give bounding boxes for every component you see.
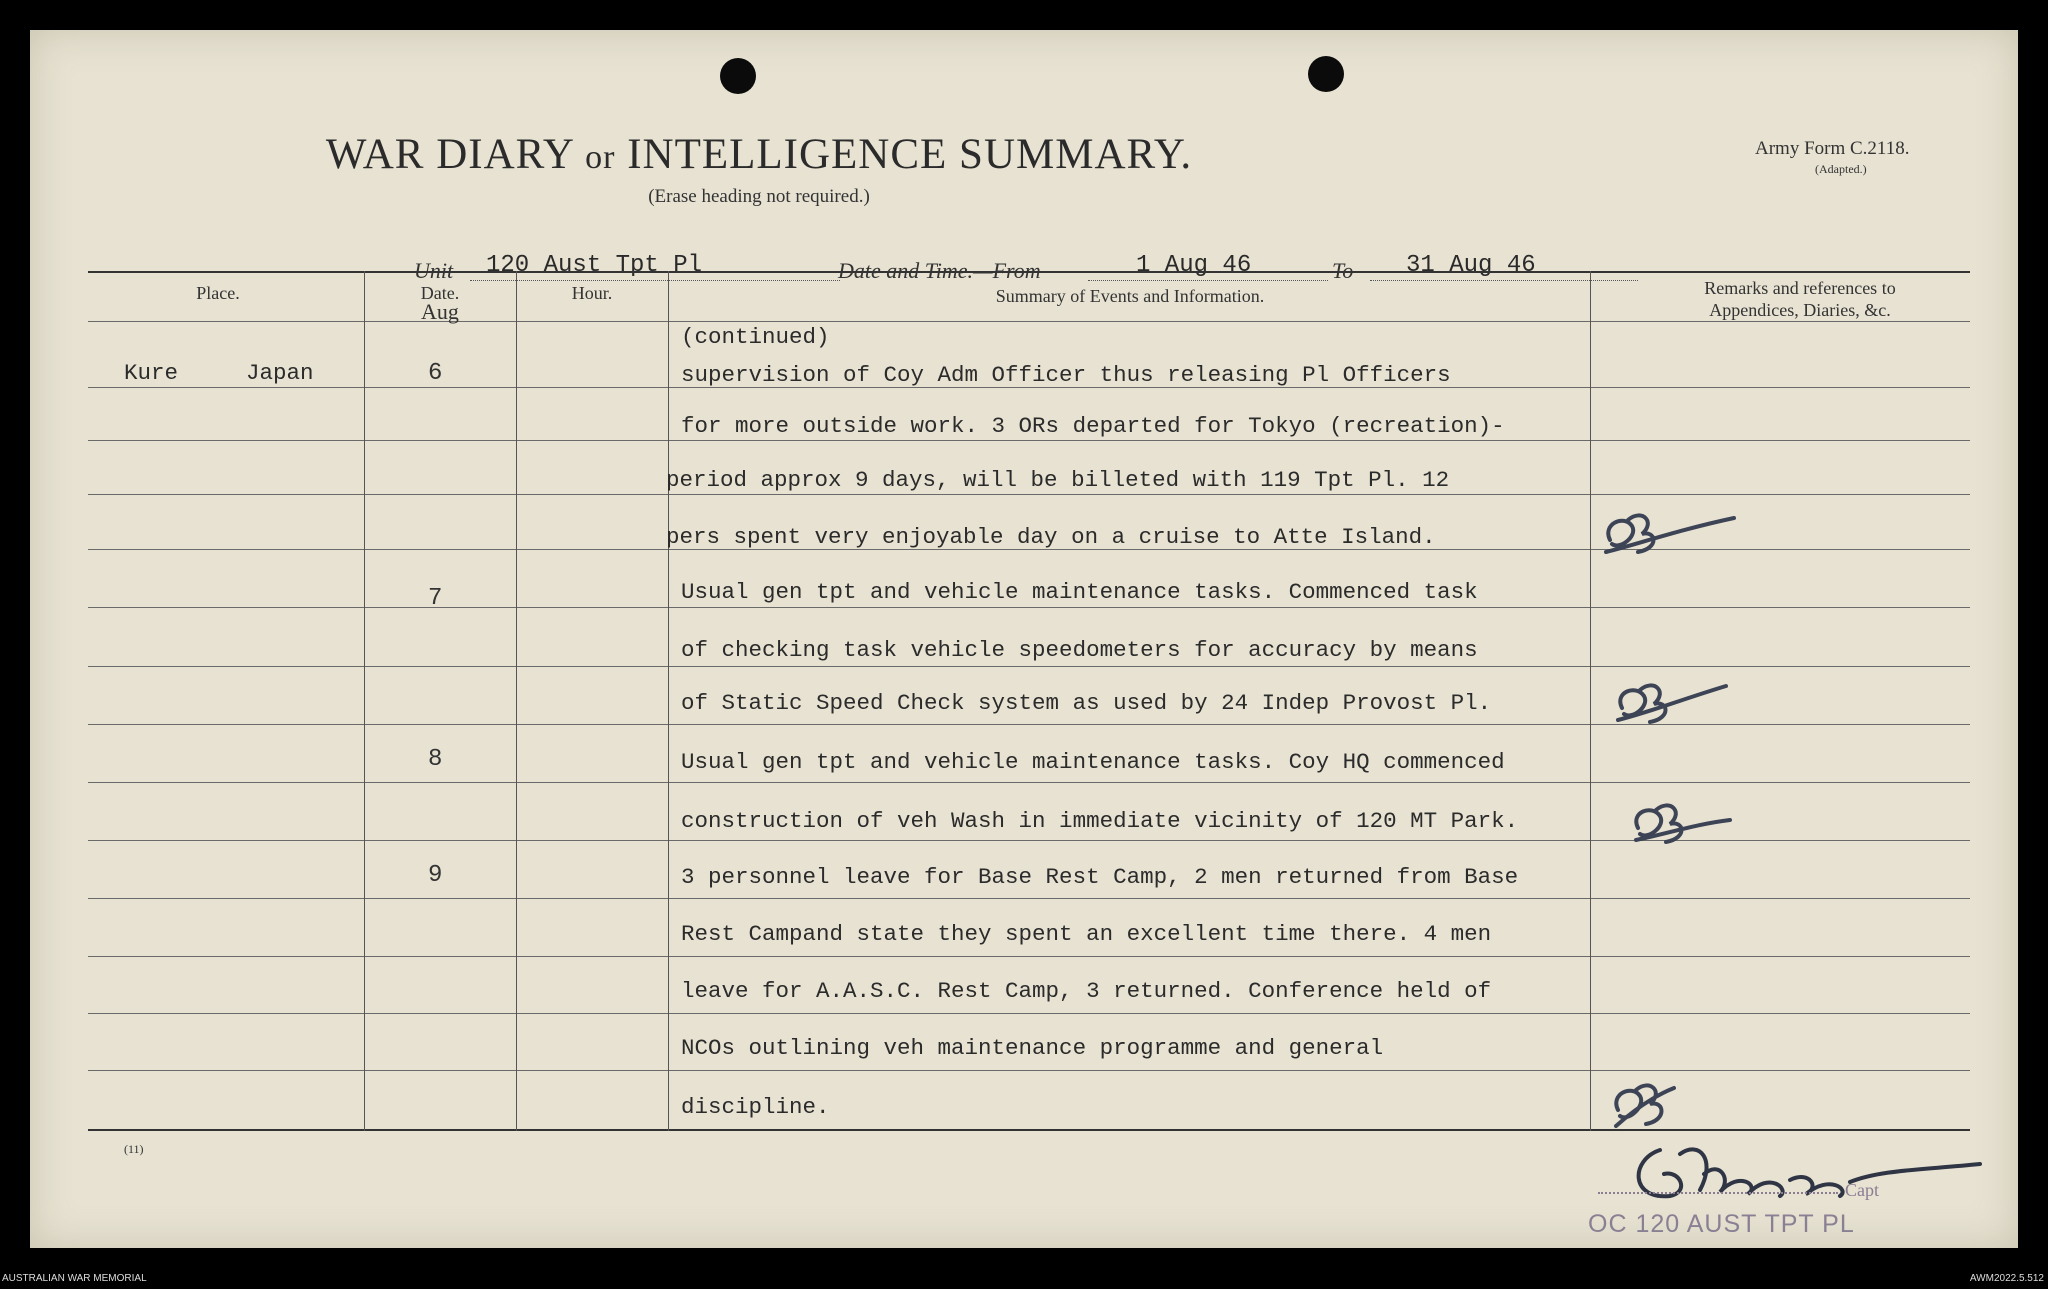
place-country: Japan <box>246 360 314 386</box>
summary-line: of Static Speed Check system as used by 24 Indep Provost Pl. <box>681 690 1492 716</box>
summary-line: supervision of Coy Adm Officer thus releasing Pl Officers <box>681 362 1451 388</box>
adapted-note: (Adapted.) <box>1815 162 1867 176</box>
summary-line: Rest Campand state they spent an excellent time there. 4 men <box>681 921 1492 947</box>
diary-page <box>30 30 2018 1248</box>
table-top-rule <box>88 271 1970 273</box>
summary-line: (continued) <box>681 324 830 350</box>
summary-line: pers spent very enjoyable day on a cruise to Atte Island. <box>666 524 1436 550</box>
row-rule <box>88 898 1970 899</box>
summary-line: for more outside work. 3 ORs departed for Tokyo (recreation)- <box>681 413 1505 439</box>
remarks-column-header-line2: Appendices, Diaries, &c. <box>1709 300 1891 320</box>
summary-line: leave for A.A.S.C. Rest Camp, 3 returned. Conference held of <box>681 978 1492 1004</box>
summary-line: Usual gen tpt and vehicle maintenance tasks. Commenced task <box>681 579 1478 605</box>
form-subtitle: (Erase heading not required.) <box>648 186 870 207</box>
remarks-column-header-line1: Remarks and references to <box>1704 278 1896 298</box>
summary-line: construction of veh Wash in immediate vicinity of 120 MT Park. <box>681 808 1519 834</box>
column-divider <box>1590 271 1591 1131</box>
column-divider <box>668 271 669 1131</box>
unit-value: 120 Aust Tpt Pl <box>486 252 703 279</box>
column-divider <box>364 271 365 1131</box>
row-rule <box>88 956 1970 957</box>
row-rule <box>88 782 1970 783</box>
row-rule <box>88 494 1970 495</box>
army-form-number: Army Form C.2118. <box>1755 138 1910 159</box>
place-column-header: Place. <box>196 283 240 303</box>
hour-column-header: Hour. <box>571 283 613 303</box>
unit-label: Unit <box>414 258 454 283</box>
to-dotted-line <box>1370 280 1638 281</box>
unit-stamp: OC 120 AUST TPT PL <box>1588 1210 1855 1238</box>
entry-date: 8 <box>428 746 443 773</box>
header-rule <box>88 321 1970 322</box>
entry-date: 9 <box>428 862 443 889</box>
punch-hole <box>720 58 756 94</box>
from-date-value: 1 Aug 46 <box>1136 252 1252 279</box>
row-rule <box>88 666 1970 667</box>
punch-hole <box>1308 56 1344 92</box>
initials-mark <box>1626 790 1736 860</box>
summary-column-header: Summary of Events and Information. <box>995 286 1265 306</box>
initials-mark <box>1610 670 1730 740</box>
initials-mark <box>1598 500 1738 570</box>
archive-reference: AWM2022.5.512 <box>1969 1273 2044 1284</box>
date-month-header: Aug <box>421 299 459 324</box>
row-rule <box>88 440 1970 441</box>
summary-line: of checking task vehicle speedometers for accuracy by means <box>681 637 1478 663</box>
unit-dotted-line <box>470 280 840 281</box>
place-town: Kure <box>124 360 179 386</box>
summary-line: 3 personnel leave for Base Rest Camp, 2 men returned from Base <box>681 864 1519 890</box>
summary-line: period approx 9 days, will be billeted with 119 Tpt Pl. 12 <box>666 467 1450 493</box>
column-divider <box>516 271 517 1131</box>
summary-line: Usual gen tpt and vehicle maintenance tasks. Coy HQ commenced <box>681 749 1505 775</box>
from-dotted-line <box>1088 280 1328 281</box>
form-footnote: (11) <box>124 1142 144 1156</box>
archive-caption: AUSTRALIAN WAR MEMORIAL <box>2 1273 147 1284</box>
date-time-label: Date and Time.—From <box>838 258 1041 283</box>
signature <box>1620 1130 2000 1220</box>
row-rule <box>88 607 1970 608</box>
to-date-value: 31 Aug 46 <box>1406 252 1536 279</box>
signatory-rank: Capt <box>1845 1180 1879 1200</box>
date-column-header: Date. <box>420 283 460 303</box>
entry-date: 6 <box>428 360 443 387</box>
form-title: WAR DIARY or INTELLIGENCE SUMMARY. <box>325 131 1193 178</box>
to-label: To <box>1332 258 1354 283</box>
summary-line: NCOs outlining veh maintenance programme and general <box>681 1035 1384 1061</box>
entry-date: 7 <box>428 585 443 612</box>
row-rule <box>88 1013 1970 1014</box>
summary-line: discipline. <box>681 1094 830 1120</box>
signature-dotted-line <box>1598 1192 1838 1194</box>
